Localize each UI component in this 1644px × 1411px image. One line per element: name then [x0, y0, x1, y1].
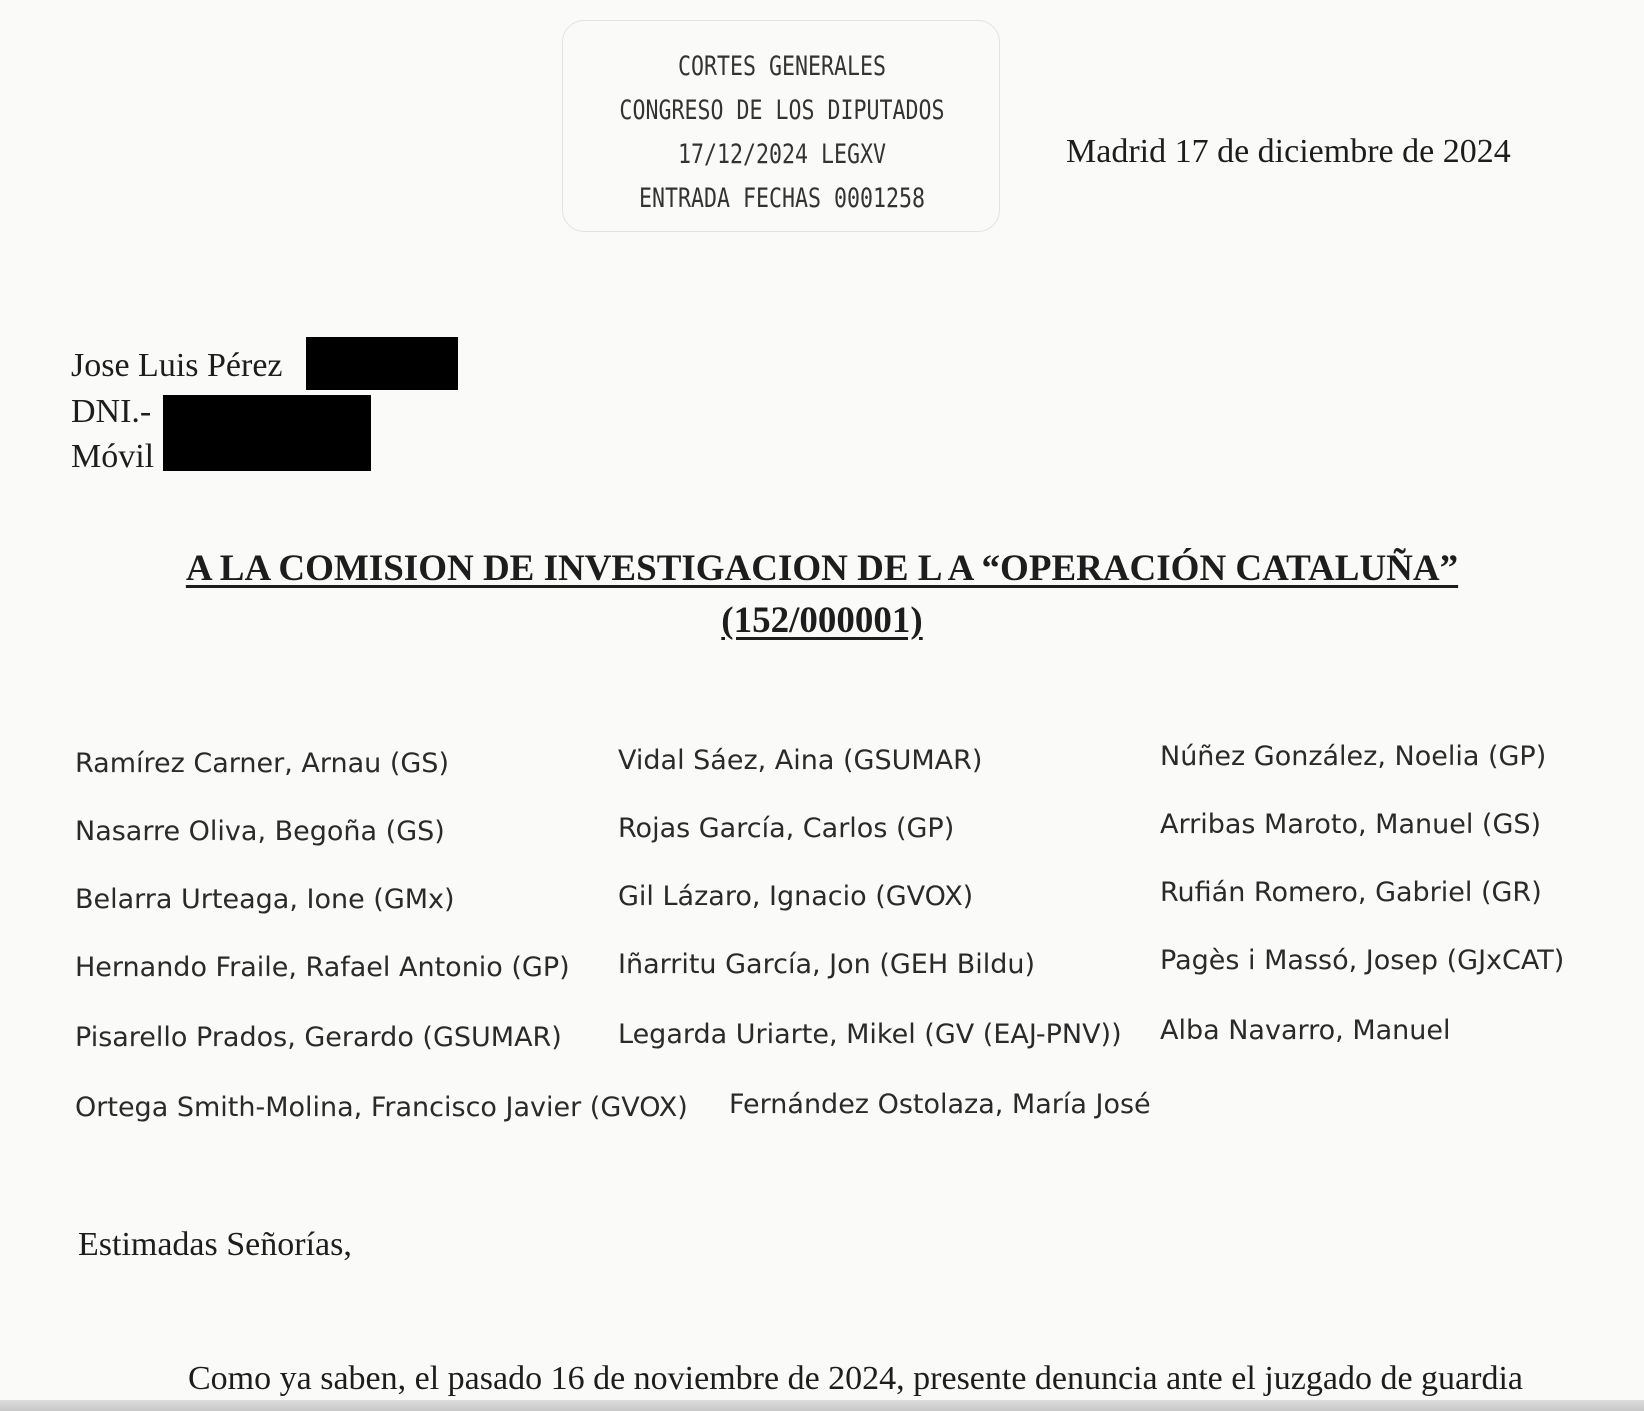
- stamp-line-4: ENTRADA FECHAS 0001258: [638, 183, 926, 214]
- sender-name: Jose Luis Pérez: [71, 347, 283, 384]
- member-col3-2: Arribas Maroto, Manuel (GS): [1160, 809, 1542, 840]
- member-col2-2: Rojas García, Carlos (GP): [618, 813, 955, 844]
- stamp-line-1: CORTES GENERALES: [677, 51, 887, 82]
- stamp-line-3: 17/12/2024 LEGXV: [677, 139, 887, 170]
- member-col2-5: Legarda Uriarte, Mikel (GV (EAJ-PNV)): [618, 1019, 1122, 1050]
- member-col3-1: Núñez González, Noelia (GP): [1160, 741, 1547, 772]
- member-col2-4: Iñarritu García, Jon (GEH Bildu): [618, 949, 1036, 980]
- member-col2-1: Vidal Sáez, Aina (GSUMAR): [618, 745, 983, 776]
- mobile-label: Móvil: [71, 438, 155, 475]
- member-col1-4: Hernando Fraile, Rafael Antonio (GP): [75, 952, 570, 983]
- member-col1-6: Ortega Smith-Molina, Francisco Javier (GVOX): [75, 1092, 688, 1123]
- member-col3-3: Rufián Romero, Gabriel (GR): [1160, 877, 1542, 908]
- member-col1-5: Pisarello Prados, Gerardo (GSUMAR): [75, 1022, 562, 1053]
- dni-label: DNI.-: [71, 393, 152, 430]
- member-col2-3: Gil Lázaro, Ignacio (GVOX): [618, 881, 974, 912]
- heading-line-2: (152/000001): [721, 600, 923, 641]
- greeting: Estimadas Señorías,: [78, 1226, 352, 1263]
- heading-line-1: A LA COMISION DE INVESTIGACION DE L A “OPERACIÓN CATALUÑA”: [185, 548, 1459, 589]
- member-col3-5: Alba Navarro, Manuel: [1160, 1015, 1451, 1046]
- member-col1-2: Nasarre Oliva, Begoña (GS): [75, 816, 445, 847]
- stamp-line-2: CONGRESO DE LOS DIPUTADOS: [619, 95, 945, 126]
- registry-stamp: [562, 20, 1000, 232]
- member-col3-4: Pagès i Massó, Josep (GJxCAT): [1160, 945, 1565, 976]
- member-col1-1: Ramírez Carner, Arnau (GS): [75, 748, 449, 779]
- page-bottom-edge: [0, 1400, 1644, 1411]
- body-paragraph: Como ya saben, el pasado 16 de noviembre de 2024, presente denuncia ante el juzgado de guardia: [188, 1360, 1523, 1397]
- member-col1-3: Belarra Urteaga, Ione (GMx): [75, 884, 455, 915]
- document-date: Madrid 17 de diciembre de 2024: [1066, 133, 1511, 170]
- member-col2-6: Fernández Ostolaza, María José: [729, 1089, 1151, 1120]
- redacted-surname: [306, 337, 458, 390]
- redacted-mobile: [163, 438, 371, 471]
